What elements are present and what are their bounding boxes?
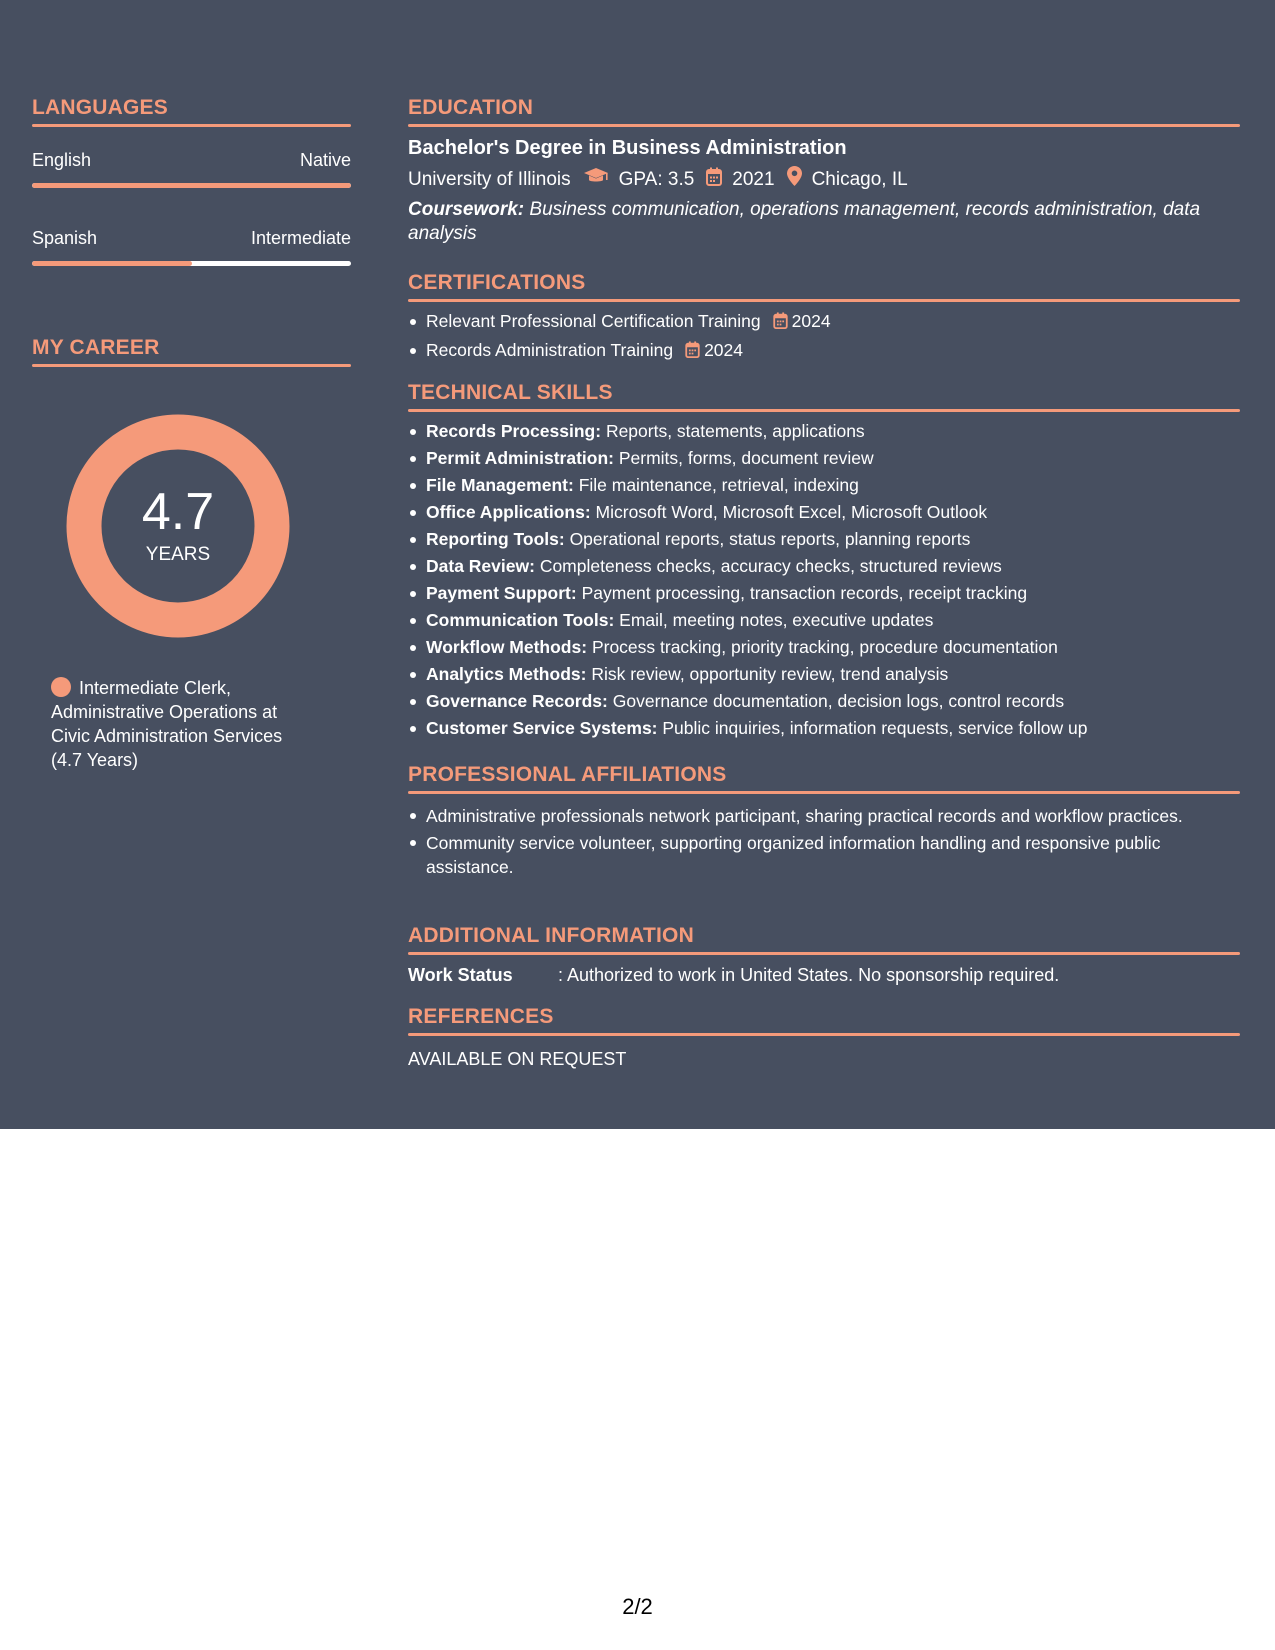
left-column [32,96,351,770]
list-item [408,526,1240,553]
skill-label: Governance Records: [426,691,608,711]
skill-label: Records Processing: [426,421,602,441]
section-divider [408,1033,1240,1036]
skill-label: Payment Support: [426,583,577,603]
career-role-item [51,676,311,772]
references-text: AVAILABLE ON REQUEST [408,1049,627,1069]
skill-value: Governance documentation, decision logs, control records [612,691,1065,711]
language-level: Intermediate [250,228,351,248]
technical-skills-title: TECHNICAL SKILLS [408,381,613,404]
skill-value: Microsoft Word, Microsoft Excel, Microsoft Outlook [595,502,988,522]
skill-label: Data Review: [426,556,535,576]
certification-year: 2024 [704,340,743,360]
language-item [32,227,351,266]
graduation-cap-icon [583,167,609,193]
career-years-unit: YEARS [145,544,211,565]
coursework-text: Business communication, operations management, records administration, data analysis [408,199,1201,244]
list-item [408,337,1240,366]
graduation-year: 2021 [732,169,775,190]
list-item: Community service volunteer, supporting organized information handling and responsive public assistance. [408,831,1230,879]
certifications-title: CERTIFICATIONS [408,271,586,294]
additional-info-section [408,924,1240,987]
work-status-label: Work Status [408,965,513,985]
skill-value: File maintenance, retrieval, indexing [578,475,859,495]
skill-label: Analytics Methods: [426,664,587,684]
list-item [408,607,1240,634]
skill-value: Payment processing, transaction records, receipt tracking [581,583,1028,603]
certifications-section [408,271,1240,366]
calendar-icon [685,339,700,366]
list-item [408,661,1240,688]
language-level: Native [299,150,351,170]
skill-value: Process tracking, priority tracking, procedure documentation [591,637,1058,657]
certifications-list [408,308,1240,366]
list-item [408,634,1240,661]
skill-label: Permit Administration: [426,448,614,468]
certification-name: Relevant Professional Certification Training [426,311,761,331]
technical-skills-section [408,381,1240,742]
section-divider [408,952,1240,955]
list-item [408,308,1240,337]
skill-value: Risk review, opportunity review, trend analysis [591,664,949,684]
right-column [408,96,1240,1069]
skill-label: Reporting Tools: [426,529,565,549]
education-location: Chicago, IL [811,169,908,190]
section-divider [408,791,1240,794]
list-item [408,580,1240,607]
coursework-label: Coursework: [408,199,525,220]
language-name: Spanish [32,228,98,248]
language-proficiency-fill [32,261,192,266]
school-name: University of Illinois [408,169,571,190]
skill-value: Operational reports, status reports, planning reports [569,529,971,549]
career-title: MY CAREER [32,336,160,359]
language-proficiency-fill [32,183,351,188]
section-divider [408,409,1240,412]
career-section [32,336,351,367]
list-item [408,553,1240,580]
skill-label: Communication Tools: [426,610,615,630]
coursework [408,198,1240,246]
education-title: EDUCATION [408,96,534,119]
language-item [32,149,351,188]
certification-year: 2024 [791,311,831,331]
skill-value: Email, meeting notes, executive updates [619,610,934,630]
list-item: Administrative professionals network participant, sharing practical records and workflow practices. [408,804,1230,828]
list-item [408,499,1240,526]
list-item [408,715,1240,742]
list-item [408,445,1240,472]
calendar-icon [773,310,788,337]
career-donut-chart [66,414,290,638]
work-status-value: : Authorized to work in United States. No sponsorship required. [558,965,1060,985]
languages-section [32,96,351,266]
technical-skills-list [408,418,1240,742]
list-item [408,418,1240,445]
career-total-years: 4.7 [141,483,215,541]
page-number: 2/2 [622,1594,653,1619]
section-divider [408,124,1240,127]
education-meta [408,166,1240,194]
calendar-icon [706,167,722,194]
affiliations-section [408,763,1240,882]
section-divider [32,124,351,127]
language-proficiency-bar [32,261,351,266]
section-divider [408,299,1240,302]
skill-label: Customer Service Systems: [426,718,658,738]
skill-label: File Management: [426,475,574,495]
skill-value: Completeness checks, accuracy checks, structured reviews [539,556,1002,576]
career-role-text: Intermediate Clerk, Administrative Operations at Civic Administration Services (4.7 Years) [51,678,283,770]
degree-title: Bachelor's Degree in Business Administration [408,137,847,159]
list-item [408,472,1240,499]
skill-value: Reports, statements, applications [605,421,865,441]
skill-value: Public inquiries, information requests, service follow up [662,718,1088,738]
section-divider [32,364,351,367]
location-pin-icon [787,166,802,194]
affiliations-title: PROFESSIONAL AFFILIATIONS [408,763,727,786]
references-title: REFERENCES [408,1005,554,1028]
additional-info-title: ADDITIONAL INFORMATION [408,924,694,947]
skill-label: Workflow Methods: [426,637,588,657]
language-proficiency-bar [32,183,351,188]
legend-dot [51,677,71,697]
skill-value: Permits, forms, document review [618,448,874,468]
affiliations-list [408,804,1240,879]
certification-name: Records Administration Training [426,340,674,360]
references-section [408,1005,1240,1071]
languages-title: LANGUAGES [32,96,168,119]
work-status-row [408,963,1240,987]
gpa: GPA: 3.5 [618,169,695,190]
skill-label: Office Applications: [426,502,591,522]
list-item [408,688,1240,715]
language-name: English [32,150,92,170]
education-section [408,96,1240,246]
